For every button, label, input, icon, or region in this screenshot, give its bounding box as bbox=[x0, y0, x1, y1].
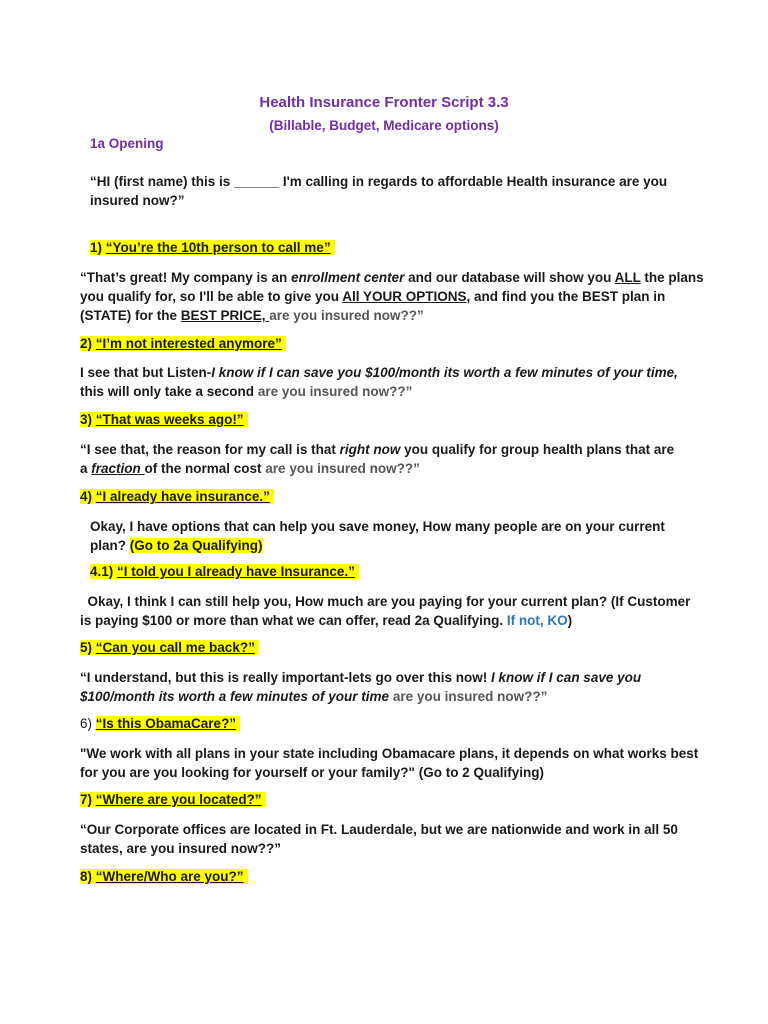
objection-7-title: “Where are you located?” bbox=[95, 792, 262, 807]
objection-7-heading: 7) “Where are you located?” bbox=[80, 790, 266, 809]
opening-text bbox=[90, 172, 667, 210]
response-5-line-1: “I understand, but this is really important-lets go over this now! I know if I can save you bbox=[80, 670, 642, 685]
response-6 bbox=[80, 744, 698, 782]
objection-2-heading: 2) “I’m not interested anymore” bbox=[80, 334, 286, 353]
response-4 bbox=[90, 517, 665, 555]
objection-3-title: “That was weeks ago!” bbox=[95, 412, 244, 427]
response-4-1-line-1: Okay, I think I can still help you, How much are you paying for your current plan? (If Customer bbox=[87, 594, 691, 609]
objection-3-heading: 3) “That was weeks ago!” bbox=[80, 410, 248, 429]
response-3-line-1: “I see that, the reason for my call is that right now you qualify for group health plans that are bbox=[80, 442, 675, 457]
response-7-line-1: “Our Corporate offices are located in Ft. Lauderdale, but we are nationwide and work in all 50 bbox=[80, 822, 678, 837]
response-5 bbox=[80, 668, 641, 706]
response-7-line-2: states, are you insured now??” bbox=[80, 841, 282, 856]
response-3-line-2: a fraction of the normal cost are you insured now??” bbox=[80, 461, 420, 476]
objection-8-title: “Where/Who are you?” bbox=[95, 869, 244, 884]
response-6-line-1: "We work with all plans in your state including Obamacare plans, it depends on what works best bbox=[80, 746, 699, 761]
objection-4-title: “I already have insurance.” bbox=[95, 489, 270, 504]
objection-6-heading: 6) “Is this ObamaCare?” bbox=[80, 714, 240, 733]
objection-5-title: “Can you call me back?” bbox=[95, 640, 255, 655]
objection-1-title: “You’re the 10th person to call me” bbox=[105, 240, 331, 255]
response-4-1-line-2: is paying $100 or more than what we can offer, read 2a Qualifying. If not, KO) bbox=[80, 613, 573, 628]
objection-5-heading: 5) “Can you call me back?” bbox=[80, 638, 259, 657]
objection-6-title: “Is this ObamaCare?” bbox=[96, 716, 240, 731]
response-2-line-1: I see that but Listen-I know if I can save you $100/month its worth a few minutes of your time, bbox=[80, 365, 678, 380]
response-7 bbox=[80, 820, 678, 858]
opening-line-1: “HI (first name) this is ______ I'm calling in regards to affordable Health insurance are you bbox=[90, 174, 668, 189]
objection-4-1-heading: 4.1) “I told you I already have Insurance.” bbox=[90, 562, 359, 581]
response-2-line-2: this will only take a second are you insured now??” bbox=[80, 384, 413, 399]
response-1-line-1: “That’s great! My company is an enrollment center and our database will show you ALL the plans bbox=[80, 270, 704, 285]
objection-1-number: 1) bbox=[90, 240, 106, 255]
response-2 bbox=[80, 363, 678, 401]
response-1-line-3: (STATE) for the BEST PRICE, are you insured now??” bbox=[80, 308, 424, 323]
objection-2-title: “I’m not interested anymore” bbox=[95, 336, 282, 351]
response-4-1 bbox=[80, 592, 690, 630]
doc-title: Health Insurance Fronter Script 3.3 bbox=[259, 94, 509, 111]
response-1 bbox=[80, 268, 704, 325]
doc-subtitle: (Billable, Budget, Medicare options) bbox=[269, 118, 499, 133]
objection-4-heading: 4) “I already have insurance.” bbox=[80, 487, 274, 506]
objection-1-heading bbox=[90, 238, 335, 257]
response-3 bbox=[80, 440, 674, 478]
objection-8-heading: 8) “Where/Who are you?” bbox=[80, 867, 248, 886]
opening-line-2: insured now?” bbox=[90, 193, 185, 208]
response-5-line-2: $100/month its worth a few minutes of your time are you insured now??” bbox=[80, 689, 548, 704]
response-1-line-2: you qualify for, so I'll be able to give you All YOUR OPTIONS, and find you the BEST plan in bbox=[80, 289, 666, 304]
response-6-line-2: for you are you looking for yourself or your family?" (Go to 2 Qualifying) bbox=[80, 765, 544, 780]
opening-label: 1a Opening bbox=[90, 136, 164, 151]
objection-4-1-title: “I told you I already have Insurance.” bbox=[117, 564, 355, 579]
response-4-line-2: plan? (Go to 2a Qualifying) bbox=[90, 538, 263, 553]
response-4-line-1: Okay, I have options that can help you save money, How many people are on your current bbox=[90, 519, 665, 534]
